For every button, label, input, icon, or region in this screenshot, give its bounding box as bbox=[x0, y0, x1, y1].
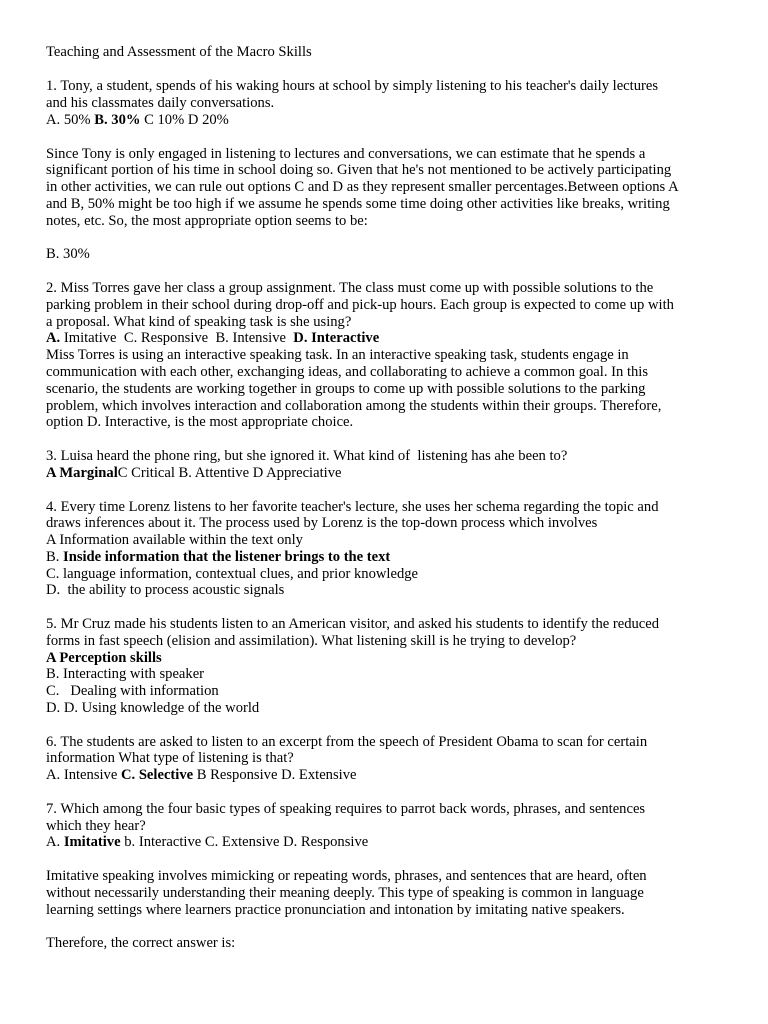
q5-option-b: B. Interacting with speaker bbox=[46, 666, 205, 682]
q3-options-rest: C Critical B. Attentive D Appreciative bbox=[117, 465, 342, 481]
q1-stem-line: and his classmates daily conversations. bbox=[46, 95, 275, 111]
q4-option-b bbox=[46, 549, 390, 566]
q1-options bbox=[46, 112, 229, 129]
q2-options bbox=[46, 330, 379, 347]
document-title: Teaching and Assessment of the Macro Skills bbox=[46, 44, 312, 60]
q2-stem-line: a proposal. What kind of speaking task is she using? bbox=[46, 314, 352, 330]
q7-stem-line: 7. Which among the four basic types of speaking requires to parrot back words, phrases, and sentences bbox=[46, 801, 646, 817]
q4-stem-line: draws inferences about it. The process used by Lorenz is the top-down process which involves bbox=[46, 515, 598, 531]
q4-stem-line: 4. Every time Lorenz listens to her favorite teacher's lecture, she uses her schema regarding the topic and bbox=[46, 499, 659, 515]
q7-stem-line: which they hear? bbox=[46, 818, 146, 834]
q7-explanation-line: Imitative speaking involves mimicking or repeating words, phrases, and sentences that are heard, often bbox=[46, 868, 647, 884]
q4-option-b-letter: B. bbox=[46, 549, 64, 565]
q2-option-d-correct: D. Interactive bbox=[293, 330, 380, 346]
q4-option-b-correct: Inside information that the listener brings to the text bbox=[63, 549, 391, 565]
q5-option-c: C. Dealing with information bbox=[46, 683, 219, 699]
q1-explanation-line: notes, etc. So, the most appropriate option seems to be: bbox=[46, 213, 368, 229]
q5-option-a-label: A Perception skills bbox=[46, 650, 162, 666]
q7-options bbox=[46, 834, 368, 851]
q5-option-a-correct bbox=[46, 650, 162, 667]
q2-option-a-letter: A. bbox=[46, 330, 61, 346]
q7-option-a-correct: Imitative bbox=[63, 834, 121, 850]
q4-option-a: A Information available within the text only bbox=[46, 532, 303, 548]
q1-explanation-line: Since Tony is only engaged in listening to lectures and conversations, we can estimate that he spends a bbox=[46, 146, 646, 162]
q6-stem-line: information What type of listening is that? bbox=[46, 750, 294, 766]
q1-explanation-line: in other activities, we can rule out options C and D as they represent smaller percentages.Between options A bbox=[46, 179, 679, 195]
q3-stem: 3. Luisa heard the phone ring, but she ignored it. What kind of listening has ahe been to? bbox=[46, 448, 568, 464]
q2-options-mid: Imitative C. Responsive B. Intensive bbox=[60, 330, 294, 346]
q7-explanation-line: learning settings where learners practice pronunciation and intonation by imitating native speakers. bbox=[46, 902, 625, 918]
q6-options-rest: B Responsive D. Extensive bbox=[193, 767, 357, 783]
q5-stem-line: forms in fast speech (elision and assimilation). What listening skill is he trying to develop? bbox=[46, 633, 577, 649]
q6-option-a: A. Intensive bbox=[46, 767, 121, 783]
q2-explanation-line: scenario, the students are working together in groups to come up with possible solutions to the parking bbox=[46, 381, 646, 397]
q2-explanation-line: option D. Interactive, is the most appropriate choice. bbox=[46, 414, 354, 430]
q5-stem-line: 5. Mr Cruz made his students listen to an American visitor, and asked his students to identify the reduced bbox=[46, 616, 660, 632]
q5-option-d: D. D. Using knowledge of the world bbox=[46, 700, 260, 716]
q7-options-rest: b. Interactive C. Extensive D. Responsive bbox=[120, 834, 369, 850]
q3-option-a-correct: A Marginal bbox=[46, 465, 118, 481]
q2-explanation-line: problem, which involves interaction and collaboration among the students within their groups. Therefore, bbox=[46, 398, 662, 414]
q6-options bbox=[46, 767, 356, 784]
q2-stem-line: 2. Miss Torres gave her class a group assignment. The class must come up with possible solutions to the bbox=[46, 280, 654, 296]
q1-answer: B. 30% bbox=[46, 246, 90, 262]
q7-explanation-line: without necessarily understanding their meaning deeply. This type of speaking is common in language bbox=[46, 885, 644, 901]
q2-explanation-line: Miss Torres is using an interactive speaking task. In an interactive speaking task, students engage in bbox=[46, 347, 629, 363]
q2-explanation-line: communication with each other, exchanging ideas, and collaborating to achieve a common goal. In this bbox=[46, 364, 649, 380]
q1-explanation-line: significant portion of his time in school doing so. Given that he's not mentioned to be actively participating bbox=[46, 162, 672, 178]
q2-stem-line: parking problem in their school during drop-off and pick-up hours. Each group is expected to come up with bbox=[46, 297, 674, 313]
q1-stem-line: 1. Tony, a student, spends of his waking hours at school by simply listening to his teacher's daily lectures bbox=[46, 78, 659, 94]
q1-option-c-d: C 10% D 20% bbox=[140, 112, 229, 128]
q7-option-a-letter: A. bbox=[46, 834, 64, 850]
q1-option-a: A. 50% bbox=[46, 112, 95, 128]
q4-option-d: D. the ability to process acoustic signals bbox=[46, 582, 285, 598]
q4-option-c: C. language information, contextual clues, and prior knowledge bbox=[46, 566, 419, 582]
q6-option-c-correct: C. Selective bbox=[120, 767, 194, 783]
q7-conclusion: Therefore, the correct answer is: bbox=[46, 935, 236, 951]
q1-explanation-line: and B, 50% might be too high if we assume he spends some time doing other activities like breaks, writing bbox=[46, 196, 670, 212]
q6-stem-line: 6. The students are asked to listen to an excerpt from the speech of President Obama to scan for certain bbox=[46, 734, 648, 750]
q3-options bbox=[46, 465, 341, 482]
q1-option-b-correct: B. 30% bbox=[94, 112, 141, 128]
